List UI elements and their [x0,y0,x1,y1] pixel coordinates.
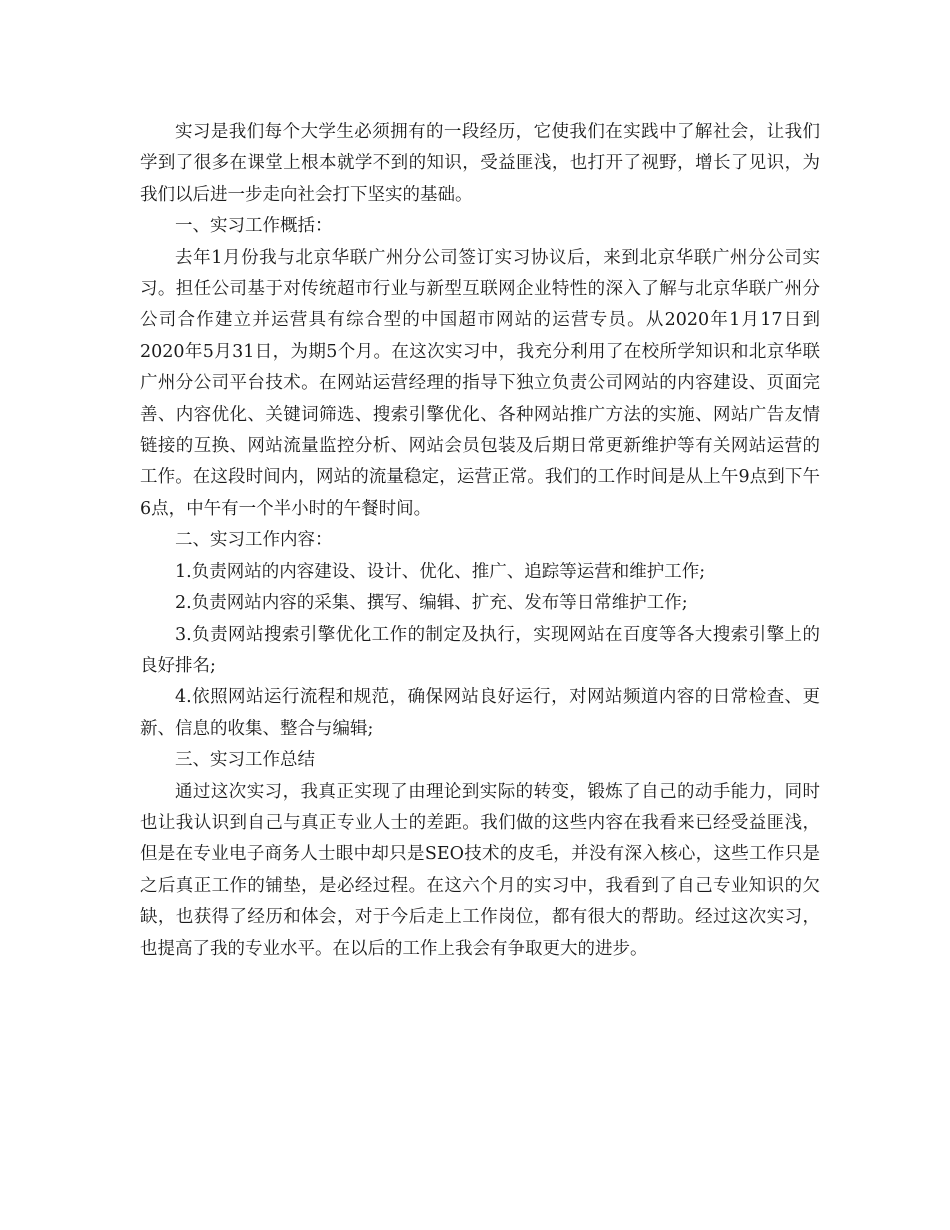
section-heading-content: 二、实习工作内容： [175,530,333,551]
document-body [140,117,820,965]
overview-paragraph: 去年1月份我与北京华联广州分公司签订实习协议后，来到北京华联广州分公司实习。担任公司基于对传统超市行业与新型互联网企业特性的深入了解与北京华联广州分公司合作建立并运营具有综合型的中国超市网站的运营专员。从2020年1月17日到2020年5月31日，为期5个月。在这次实习中，我充分利用了在校所学知识和北京华联广州分公司平台技术。在网站运营经理的指导下独立负责公司网站的内容建设、页面完善、内容优化、关键词筛选、搜索引擎优化、各种网站推广方法的实施、网站广告友情链接的互换、网站流量监控分析、网站会员包装及后期日常更新维护等有关网站运营的工作。在这段时间内，网站的流量稳定，运营正常。我们的工作时间是从上午9点到下午6点，中午有一个半小时的午餐时间。 [140,247,820,519]
list-item: 3.负责网站搜索引擎优化工作的制定及执行，实现网站在百度等各大搜索引擎上的良好排名; [140,624,820,676]
intro-paragraph: 实习是我们每个大学生必须拥有的一段经历，它使我们在实践中了解社会，让我们学到了很多在课堂上根本就学不到的知识，受益匪浅，也打开了视野，增长了见识，为我们以后进一步走向社会打下坚实的基础。 [140,122,820,205]
list-item: 2.负责网站内容的采集、撰写、编辑、扩充、发布等日常维护工作; [175,593,688,614]
summary-paragraph: 通过这次实习，我真正实现了由理论到实际的转变，锻炼了自己的动手能力，同时也让我认识到自己与真正专业人士的差距。我们做的这些内容在我看来已经受益匪浅，但是在专业电子商务人士眼中却只是SEO技术的皮毛，并没有深入核心，这些工作只是之后真正工作的铺垫，是必经过程。在这六个月的实习中，我看到了自己专业知识的欠缺，也获得了经历和体会，对于今后走上工作岗位，都有很大的帮助。经过这次实习，也提高了我的专业水平。在以后的工作上我会有争取更大的进步。 [140,781,820,959]
section-heading-overview: 一、实习工作概括： [175,216,333,237]
section-heading-summary: 三、实习工作总结 [175,750,315,771]
list-item: 4.依照网站运行流程和规范，确保网站良好运行，对网站频道内容的日常检查、更新、信息的收集、整合与编辑; [140,687,820,739]
list-item: 1.负责网站的内容建设、设计、优化、推广、追踪等运营和维护工作; [175,561,706,582]
